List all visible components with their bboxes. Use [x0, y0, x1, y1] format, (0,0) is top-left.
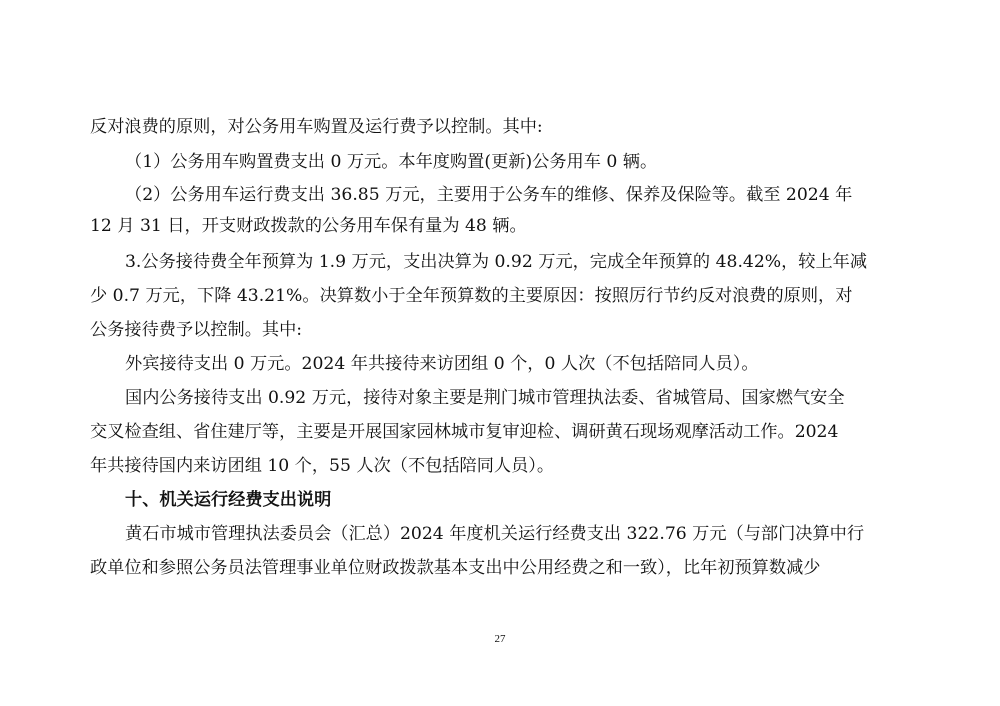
paragraph-line: 黄石市城市管理执法委员会（汇总）2024 年度机关运行经费支出 322.76 万元（与部门决算中行 — [125, 524, 865, 544]
paragraph-line: 年共接待国内来访团组 10 个，55 人次（不包括陪同人员）。 — [90, 456, 555, 476]
paragraph-line: 反对浪费的原则，对公务用车购置及运行费予以控制。其中: — [90, 117, 543, 137]
paragraph-line: 公务接待费予以控制。其中: — [90, 320, 303, 340]
section-heading: 十、机关运行经费支出说明 — [125, 490, 332, 510]
page-number: 27 — [494, 633, 506, 645]
paragraph-line: 国内公务接待支出 0.92 万元，接待对象主要是荆门城市管理执法委、省城管局、国家燃气安全 — [125, 388, 845, 408]
paragraph-line: 政单位和参照公务员法管理事业单位财政拨款基本支出中公用经费之和一致），比年初预算数减少 — [90, 558, 821, 578]
paragraph-line: 交叉检查组、省住建厅等，主要是开展国家园林城市复审迎检、调研黄石现场观摩活动工作。2024 — [90, 422, 839, 442]
paragraph-line: 12 月 31 日，开支财政拨款的公务用车保有量为 48 辆。 — [90, 216, 527, 236]
paragraph-line: 外宾接待支出 0 万元。2024 年共接待来访团组 0 个，0 人次（不包括陪同人员）。 — [125, 354, 759, 374]
paragraph-line: 3.公务接待费全年预算为 1.9 万元，支出决算为 0.92 万元，完成全年预算的 48.42%，较上年减 — [125, 252, 868, 272]
paragraph-line: （1）公务用车购置费支出 0 万元。本年度购置(更新)公务用车 0 辆。 — [125, 152, 658, 172]
paragraph-line: （2）公务用车运行费支出 36.85 万元，主要用于公务车的维修、保养及保险等。截至 2024 年 — [125, 185, 853, 205]
paragraph-line: 少 0.7 万元，下降 43.21%。决算数小于全年预算数的主要原因：按照厉行节约反对浪费的原则，对 — [90, 286, 853, 306]
